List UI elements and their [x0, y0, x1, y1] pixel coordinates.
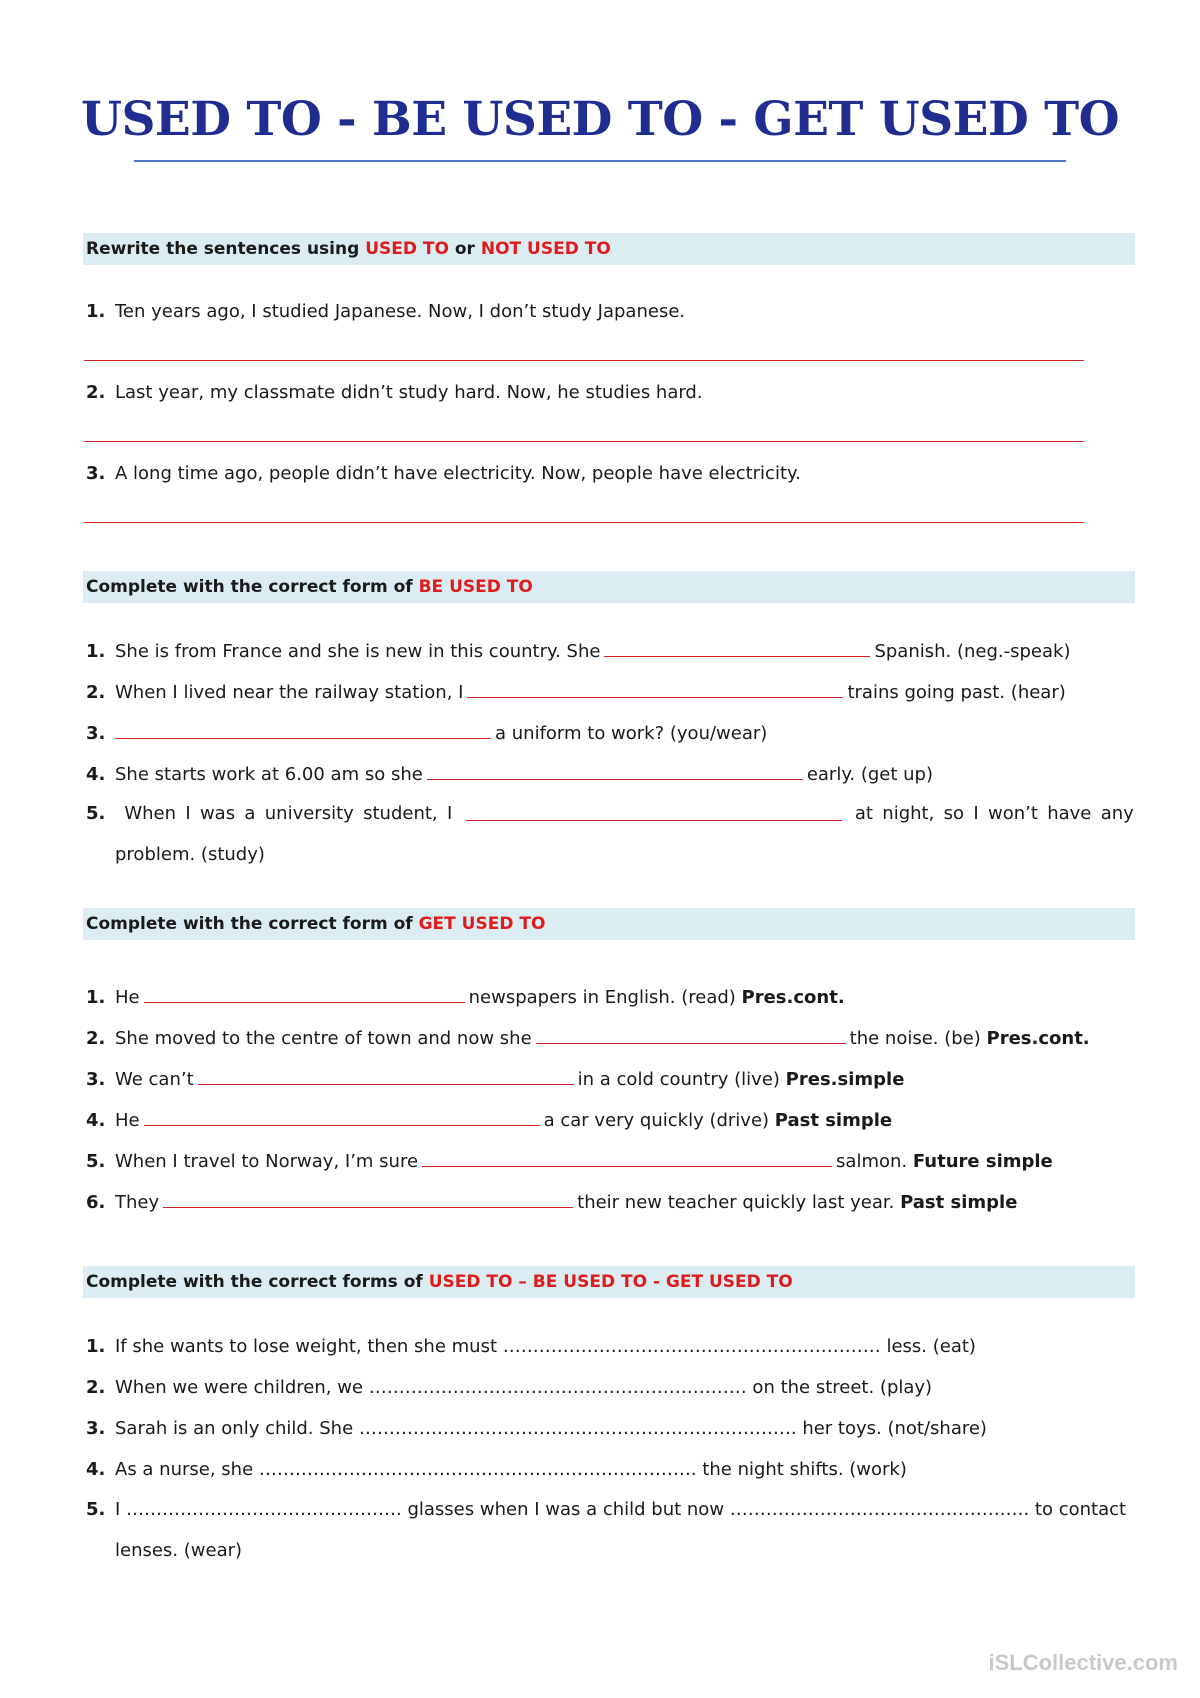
exercise-item [86, 1335, 976, 1359]
heading-keyword: USED TO [365, 239, 449, 259]
item-text: As a nurse, she ………………………………………………………………. the night shifts. (work) [115, 1459, 907, 1480]
heading-text: Complete with the correct form of [86, 577, 419, 597]
exercise-item [86, 1107, 892, 1133]
exercise-item [86, 802, 1134, 826]
item-number: 3. [86, 723, 106, 744]
item-post: newspapers in English. (read) [468, 987, 736, 1008]
page-title: USED TO - BE USED TO - GET USED TO [80, 92, 1120, 147]
item-word: university [264, 803, 354, 824]
item-word: night, [882, 803, 935, 824]
item-word: a [244, 803, 256, 824]
item-pre: When I lived near the railway station, I [115, 682, 464, 703]
item-pre: They [115, 1192, 160, 1213]
answer-blank[interactable] [144, 984, 465, 1003]
item-number: 1. [86, 1336, 106, 1357]
answer-blank[interactable] [467, 679, 843, 698]
title-underline [134, 160, 1066, 162]
item-post: the noise. (be) [849, 1028, 981, 1049]
item-word: I [973, 803, 979, 824]
heading-text: Complete with the correct form of [86, 914, 419, 934]
item-continuation: problem. (study) [115, 844, 265, 865]
heading-text: or [448, 239, 481, 259]
answer-blank[interactable] [144, 1107, 540, 1126]
item-word: any [1100, 803, 1134, 824]
item-text: Last year, my classmate didn’t study hard. Now, he studies hard. [115, 382, 703, 403]
item-word: When [124, 803, 177, 824]
answer-blank[interactable] [466, 802, 842, 821]
answer-line[interactable] [84, 522, 1084, 523]
item-text: When we were children, we ……………………………………………………… on the street. (play) [115, 1377, 933, 1398]
item-number: 5. [86, 1151, 106, 1172]
heading-keyword: GET USED TO [418, 914, 546, 934]
item-number: 2. [86, 1377, 106, 1398]
exercise-item [86, 1376, 932, 1400]
item-text: Ten years ago, I studied Japanese. Now, I don’t study Japanese. [115, 301, 686, 322]
exercise-item [86, 1498, 1126, 1522]
item-number: 3. [86, 1418, 106, 1439]
exercise-item [86, 1417, 987, 1441]
item-word: at [854, 803, 873, 824]
exercise-item [86, 679, 1066, 705]
tense-label: Pres.cont. [741, 987, 845, 1008]
item-number: 5. [86, 1499, 106, 1520]
item-post: salmon. [836, 1151, 908, 1172]
tense-label: Past simple [900, 1192, 1018, 1213]
item-post: trains going past. (hear) [847, 682, 1066, 703]
answer-line[interactable] [84, 360, 1084, 361]
item-continuation: lenses. (wear) [115, 1540, 243, 1561]
item-text: I ………………………………………. glasses when I was a child but now ……………………………………….…. to contact [115, 1499, 1127, 1520]
exercise-item [86, 1458, 907, 1482]
tense-label: Pres.simple [785, 1069, 905, 1090]
exercise-item [86, 1148, 1053, 1174]
exercise-item [86, 1025, 1090, 1051]
item-post: a car very quickly (drive) [543, 1110, 770, 1131]
exercise-item [86, 300, 685, 324]
item-number: 6. [86, 1192, 106, 1213]
exercise-item [86, 720, 767, 746]
exercise-item [86, 761, 933, 787]
item-post: early. (get up) [806, 764, 934, 785]
item-post: a uniform to work? (you/wear) [495, 723, 768, 744]
section-heading-mixed [83, 1266, 1135, 1298]
item-word: so [943, 803, 965, 824]
answer-blank[interactable] [427, 761, 803, 780]
item-number: 4. [86, 1110, 106, 1131]
item-pre: She moved to the centre of town and now she [115, 1028, 532, 1049]
item-word: was [199, 803, 236, 824]
watermark-logo: iSLCollective.com [988, 1650, 1178, 1675]
item-post: in a cold country (live) [577, 1069, 780, 1090]
section-heading-get-used-to [83, 908, 1135, 940]
exercise-item [86, 1189, 1017, 1215]
item-pre: He [115, 1110, 140, 1131]
exercise-item [86, 638, 1070, 664]
item-text: Sarah is an only child. She ………………………………………………………………. her toys. (not/share) [115, 1418, 987, 1439]
heading-text: Rewrite the sentences using [86, 239, 366, 259]
item-number: 5. [86, 803, 106, 824]
answer-blank[interactable] [115, 720, 491, 739]
item-word: won’t [987, 803, 1038, 824]
item-text: If she wants to lose weight, then she must ……………………………………………………… less. (eat) [115, 1336, 976, 1357]
answer-blank[interactable] [198, 1066, 574, 1085]
answer-blank[interactable] [422, 1148, 832, 1167]
item-number: 1. [86, 987, 106, 1008]
item-number: 2. [86, 1028, 106, 1049]
tense-label: Future simple [912, 1151, 1053, 1172]
heading-keyword: NOT USED TO [480, 239, 611, 259]
item-number: 4. [86, 764, 106, 785]
answer-blank[interactable] [536, 1025, 846, 1044]
section-heading-be-used-to [83, 571, 1135, 603]
heading-keyword: BE USED TO [418, 577, 533, 597]
exercise-item [86, 984, 845, 1010]
item-number: 3. [86, 1069, 106, 1090]
item-word: I [446, 803, 453, 824]
exercise-item [86, 462, 801, 486]
answer-blank[interactable] [604, 638, 870, 657]
answer-line[interactable] [84, 441, 1084, 442]
heading-text: Complete with the correct forms of [86, 1272, 429, 1292]
section-heading-used-to [83, 233, 1135, 265]
tense-label: Past simple [774, 1110, 893, 1131]
item-number: 4. [86, 1459, 106, 1480]
item-number: 3. [86, 463, 106, 484]
exercise-item [86, 1066, 904, 1092]
item-text: A long time ago, people didn’t have electricity. Now, people have electricity. [115, 463, 801, 484]
item-pre: He [115, 987, 140, 1008]
item-post: their new teacher quickly last year. [577, 1192, 895, 1213]
heading-keyword: USED TO – BE USED TO - GET USED TO [428, 1272, 793, 1292]
item-post: Spanish. (neg.-speak) [874, 641, 1071, 662]
item-pre: She is from France and she is new in this country. She [115, 641, 601, 662]
item-word: have [1047, 803, 1092, 824]
item-pre: When I travel to Norway, I’m sure [115, 1151, 419, 1172]
item-number: 1. [86, 301, 106, 322]
item-word: student, [363, 803, 438, 824]
exercise-item [86, 381, 703, 405]
answer-blank[interactable] [163, 1189, 573, 1208]
item-number: 1. [86, 641, 106, 662]
item-number: 2. [86, 382, 106, 403]
item-word: I [185, 803, 191, 824]
tense-label: Pres.cont. [986, 1028, 1090, 1049]
item-pre: We can’t [115, 1069, 194, 1090]
item-number: 2. [86, 682, 106, 703]
item-pre: She starts work at 6.00 am so she [115, 764, 423, 785]
